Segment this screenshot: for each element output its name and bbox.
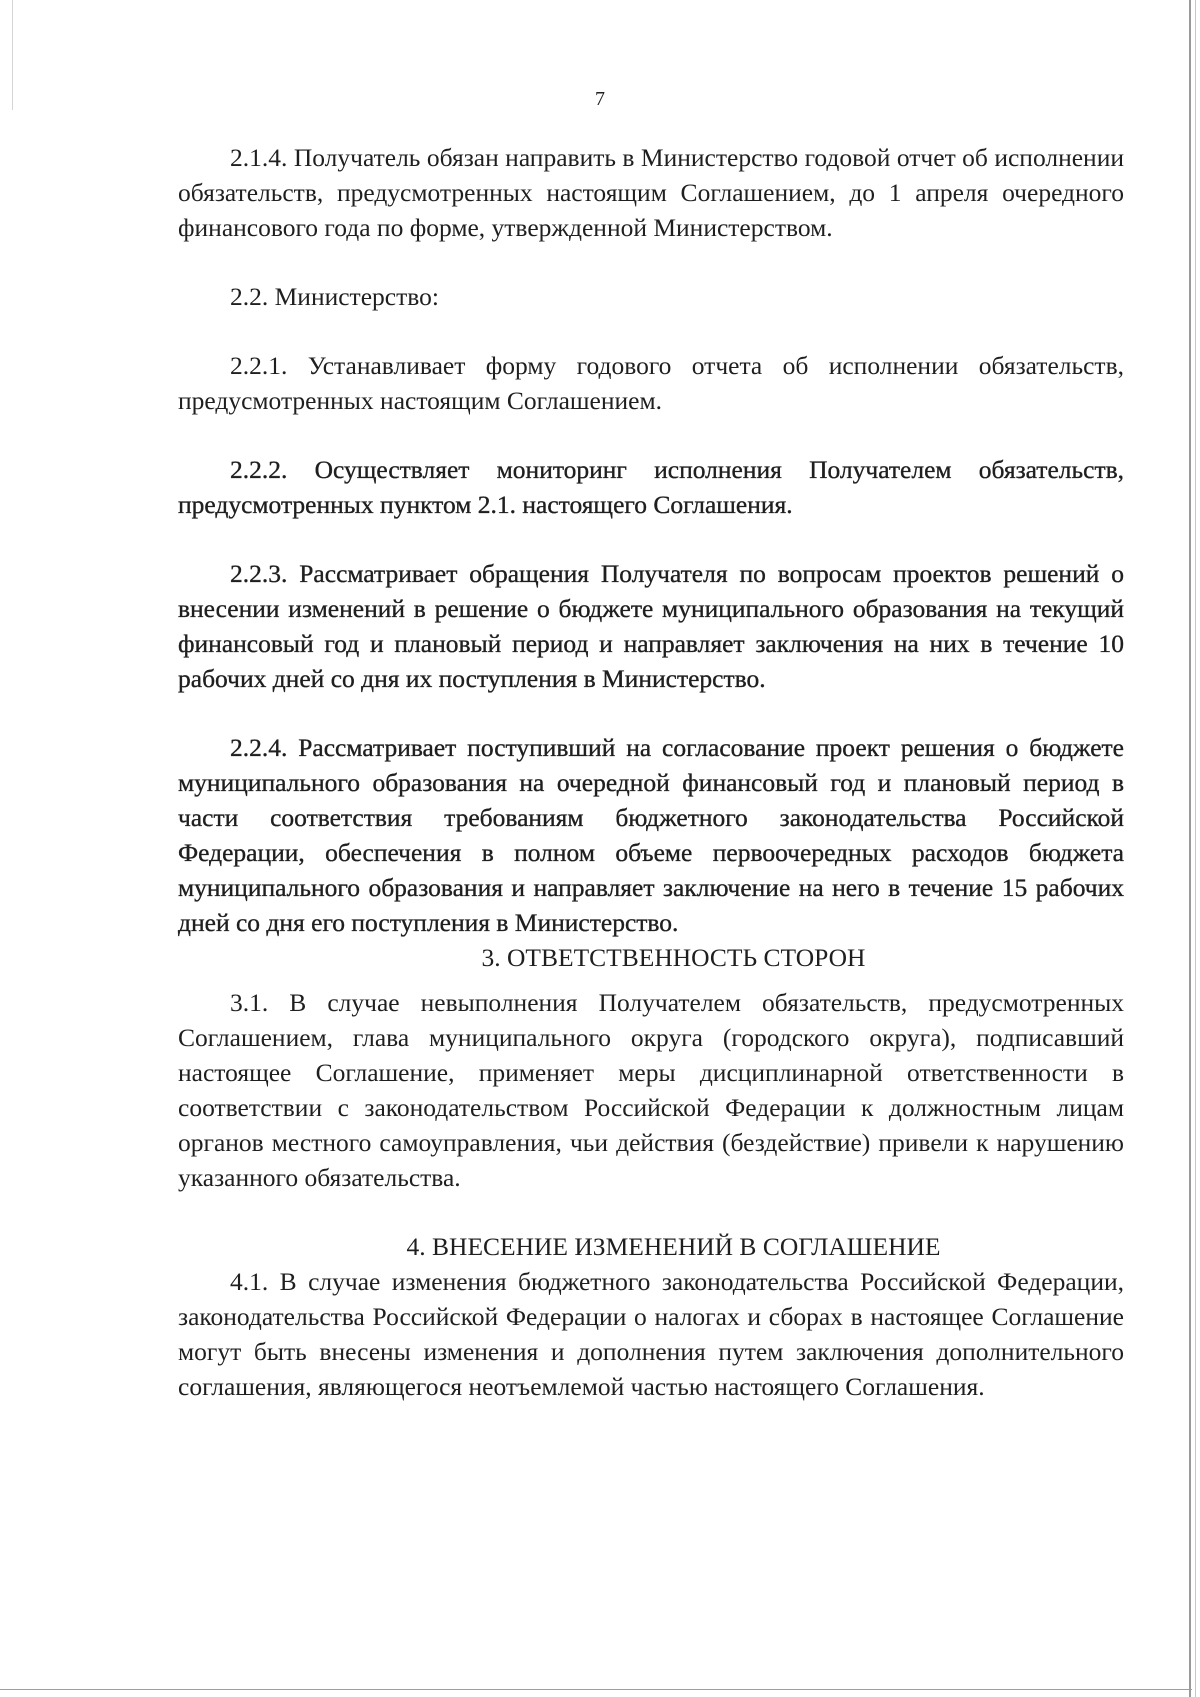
paragraph-2-1-4: 2.1.4. Получатель обязан направить в Министерство годовой отчет об исполнении обязательств, предусмотренных настоящим Соглашением, до 1 апреля очередного финансового года по форме, утвержденной Министерством. <box>178 143 1124 242</box>
paragraph-2-2-2: 2.2.2. Осуществляет мониторинг исполнения Получателем обязательств, предусмотренных пунктом 2.1. настоящего Соглашения. <box>178 455 1124 519</box>
scan-edge-right <box>1189 0 1191 1697</box>
scan-edge-bottom <box>0 1689 1192 1690</box>
paragraph-3-1: 3.1. В случае невыполнения Получателем обязательств, предусмотренных Соглашением, глава муниципального округа (городского округа), подписавший настоящее Соглашение, применяет меры дисциплинарной ответственности в соответствии с законодательством Российской Федерации к должностным лицам органов местного самоуправления, чьи действия (бездействие) привели к нарушению указанного обязательства. <box>178 988 1124 1192</box>
scan-edge-right-inner <box>1195 0 1196 1697</box>
page-number: 7 <box>595 88 605 110</box>
document-body <box>178 140 1124 1404</box>
section-3-heading: 3. ОТВЕТСТВЕННОСТЬ СТОРОН <box>481 943 866 972</box>
paragraph-2-2-1: 2.2.1. Устанавливает форму годового отчета об исполнении обязательств, предусмотренных настоящим Соглашением. <box>178 351 1124 415</box>
paragraph-2-2-4: 2.2.4. Рассматривает поступивший на согласование проект решения о бюджете муниципального образования на очередной финансовый год и плановый период в части соответствия требованиям бюджетного законодательства Российской Федерации, обеспечения в полном объеме первоочередных расходов бюджета муниципального образования и направляет заключение на него в течение 15 рабочих дней со дня его поступления в Министерство. <box>178 733 1124 937</box>
section-4-heading: 4. ВНЕСЕНИЕ ИЗМЕНЕНИЙ В СОГЛАШЕНИЕ <box>406 1232 941 1261</box>
paragraph-2-2-3: 2.2.3. Рассматривает обращения Получателя по вопросам проектов решений о внесении изменений в решение о бюджете муниципального образования на текущий финансовый год и плановый период и направляет заключения на них в течение 10 рабочих дней со дня их поступления в Министерство. <box>178 559 1124 693</box>
paragraph-2-2: 2.2. Министерство: <box>230 282 439 311</box>
paragraph-4-1: 4.1. В случае изменения бюджетного законодательства Российской Федерации, законодательства Российской Федерации о налогах и сборах в настоящее Соглашение могут быть внесены изменения и дополнения путем заключения дополнительного соглашения, являющегося неотъемлемой частью настоящего Соглашения. <box>178 1267 1124 1401</box>
